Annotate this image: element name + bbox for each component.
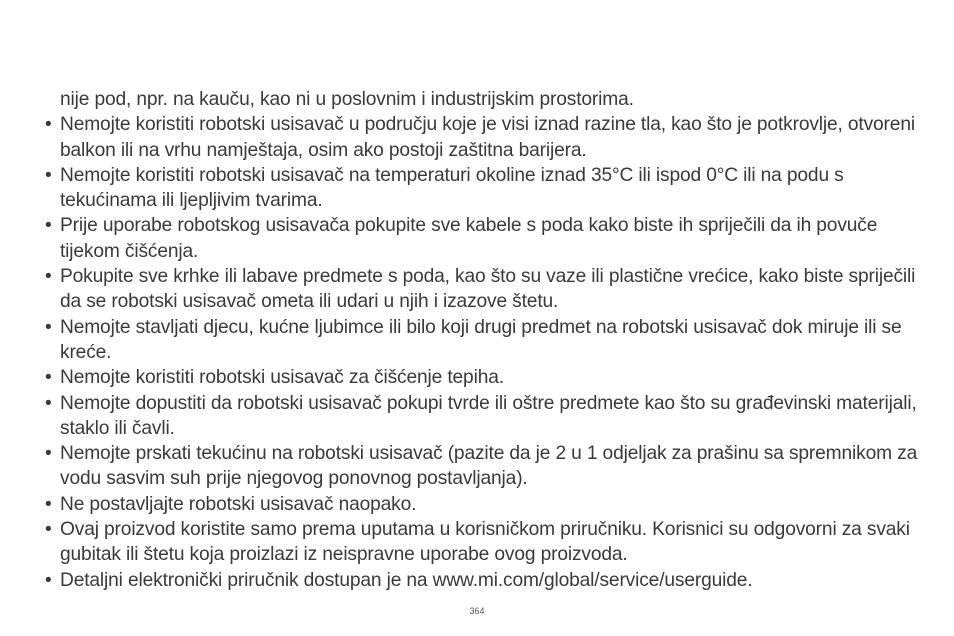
list-item-text: Nemojte stavljati djecu, kućne ljubimce ili bilo koji drugi predmet na robotski usisavač dok miruje ili se kreće. bbox=[60, 316, 902, 363]
bullet-marker: • bbox=[45, 164, 52, 186]
list-item bbox=[44, 315, 924, 366]
list-item bbox=[44, 213, 924, 264]
list-item bbox=[44, 441, 924, 492]
list-item-text: Nemojte dopustiti da robotski usisavač pokupi tvrde ili oštre predmete kao što su građevinski materijali, staklo ili čavli. bbox=[60, 392, 917, 439]
bullet-marker: • bbox=[45, 443, 52, 465]
list-item bbox=[44, 517, 924, 568]
bullet-marker: • bbox=[45, 493, 52, 515]
list-item-text: Nemojte prskati tekućinu na robotski usisavač (pazite da je 2 u 1 odjeljak za prašinu sa spremnikom za vodu sasvim suh prije njegovog ponovnog postavljanja). bbox=[60, 443, 918, 490]
list-item bbox=[44, 163, 924, 214]
list-item bbox=[44, 391, 924, 442]
continuation-text: nije pod, npr. na kauču, kao ni u poslovnim i industrijskim prostorima. bbox=[60, 89, 634, 110]
list-item bbox=[44, 264, 924, 315]
bullet-marker: • bbox=[45, 392, 52, 414]
page-number: 364 bbox=[469, 606, 485, 616]
list-item-text: Prije uporabe robotskog usisavača pokupite sve kabele s poda kako biste ih spriječili da ih povuče tijekom čišćenja. bbox=[60, 215, 878, 262]
bullet-marker: • bbox=[45, 367, 52, 389]
list-item bbox=[44, 112, 924, 163]
list-item-text: Nemojte koristiti robotski usisavač u području koje je visi iznad razine tla, kao što je potkrovlje, otvoreni balkon ili na vrhu namještaja, osim ako postoji zaštitna barijera. bbox=[60, 114, 915, 161]
bullet-marker: • bbox=[45, 316, 52, 338]
bullet-marker: • bbox=[45, 266, 52, 288]
list-item bbox=[44, 568, 924, 593]
list-item bbox=[44, 492, 924, 517]
list-item-text: Detaljni elektronički priručnik dostupan je na www.mi.com/global/service/userguide. bbox=[60, 569, 753, 591]
list-item-text: Nemojte koristiti robotski usisavač na temperaturi okoline iznad 35°C ili ispod 0°C ili na podu s tekućinama ili ljepljivim tvarima. bbox=[60, 164, 844, 212]
bullet-marker: • bbox=[45, 519, 52, 541]
list-item-text: Nemojte koristiti robotski usisavač za čišćenje tepiha. bbox=[60, 367, 504, 389]
list-item-text: Ovaj proizvod koristite samo prema uputama u korisničkom priručniku. Korisnici su odgovorni za svaki gubitak ili štetu koja proizlazi iz neispravne uporabe ovog proizvoda. bbox=[60, 519, 910, 566]
bullet-marker: • bbox=[45, 215, 52, 237]
list-item-text: Pokupite sve krhke ili labave predmete s poda, kao što su vaze ili plastične vrećice, kako biste spriječili da se robotski usisavač ometa ili udari u njih i izazove štetu. bbox=[60, 266, 916, 313]
bullet-marker: • bbox=[45, 569, 52, 591]
list-item bbox=[44, 365, 924, 390]
safety-bullet-list bbox=[44, 112, 924, 593]
list-item-text: Ne postavljajte robotski usisavač naopako. bbox=[60, 493, 417, 515]
document-body bbox=[44, 87, 924, 593]
bullet-marker: • bbox=[45, 114, 52, 136]
